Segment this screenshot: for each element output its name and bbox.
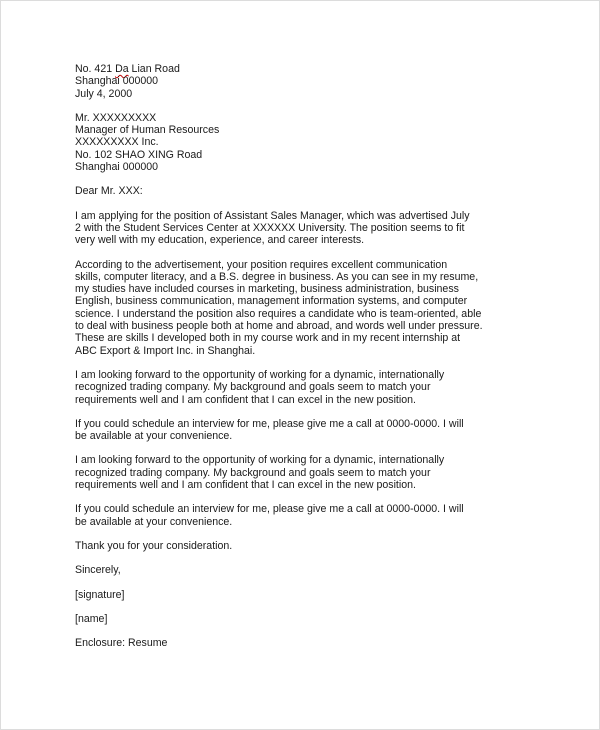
paragraph: I am applying for the position of Assistant Sales Manager, which was advertised July 2 with the Student Services Center at XXXXXX University. The position seems to fit very well with my education, experience, and career interests. [75, 209, 470, 247]
recipient-street: No. 102 SHAO XING Road [75, 148, 203, 161]
enclosure-line: Enclosure: Resume [75, 637, 168, 650]
recipient-city: Shanghai 000000 [75, 161, 159, 174]
recipient-company: XXXXXXXXX Inc. [75, 136, 159, 149]
sender-street: No. 421 Da Lian Road [75, 63, 180, 75]
paragraph: If you could schedule an interview for me, please give me a call at 0000-0000. I will be available at your convenience. [75, 417, 464, 443]
closing-thanks: Thank you for your consideration. [75, 539, 233, 552]
sender-city: Shanghai 000000 [75, 75, 159, 88]
paragraph: I am looking forward to the opportunity of working for a dynamic, internationally recognized trading company. My background and goals seem to match your requirements well and I am confident that I can excel in the new position. [75, 368, 445, 406]
spellcheck-word: Da [115, 63, 129, 75]
letter-date: July 4, 2000 [75, 87, 133, 100]
recipient-address [75, 112, 495, 173]
sender-address [75, 63, 495, 100]
paragraph: I am looking forward to the opportunity of working for a dynamic, internationally recognized trading company. My background and goals seem to match your requirements well and I am confident that I can excel in the new position. [75, 454, 445, 492]
name-placeholder: [name] [75, 612, 108, 625]
salutation: Dear Mr. XXX: [75, 185, 143, 198]
letter-body [75, 63, 495, 649]
signature-placeholder: [signature] [75, 588, 125, 601]
paragraph: According to the advertisement, your position requires excellent communication skills, computer literacy, and a B.S. degree in business. As you can see in my resume, my studies have included courses in marketing, business administration, business English, business communication, management information systems, and computer science. I understand the position also requires a candidate who is team-oriented, able to deal with business people both at home and abroad, and words well under pressure. These are skills I developed both in my course work and in my recent internship at ABC Export & Import Inc. in Shanghai. [75, 258, 483, 357]
paragraph: If you could schedule an interview for me, please give me a call at 0000-0000. I will be available at your convenience. [75, 503, 464, 528]
recipient-name: Mr. XXXXXXXXX [75, 111, 157, 124]
sign-off: Sincerely, [75, 564, 121, 577]
recipient-title: Manager of Human Resources [75, 124, 220, 137]
